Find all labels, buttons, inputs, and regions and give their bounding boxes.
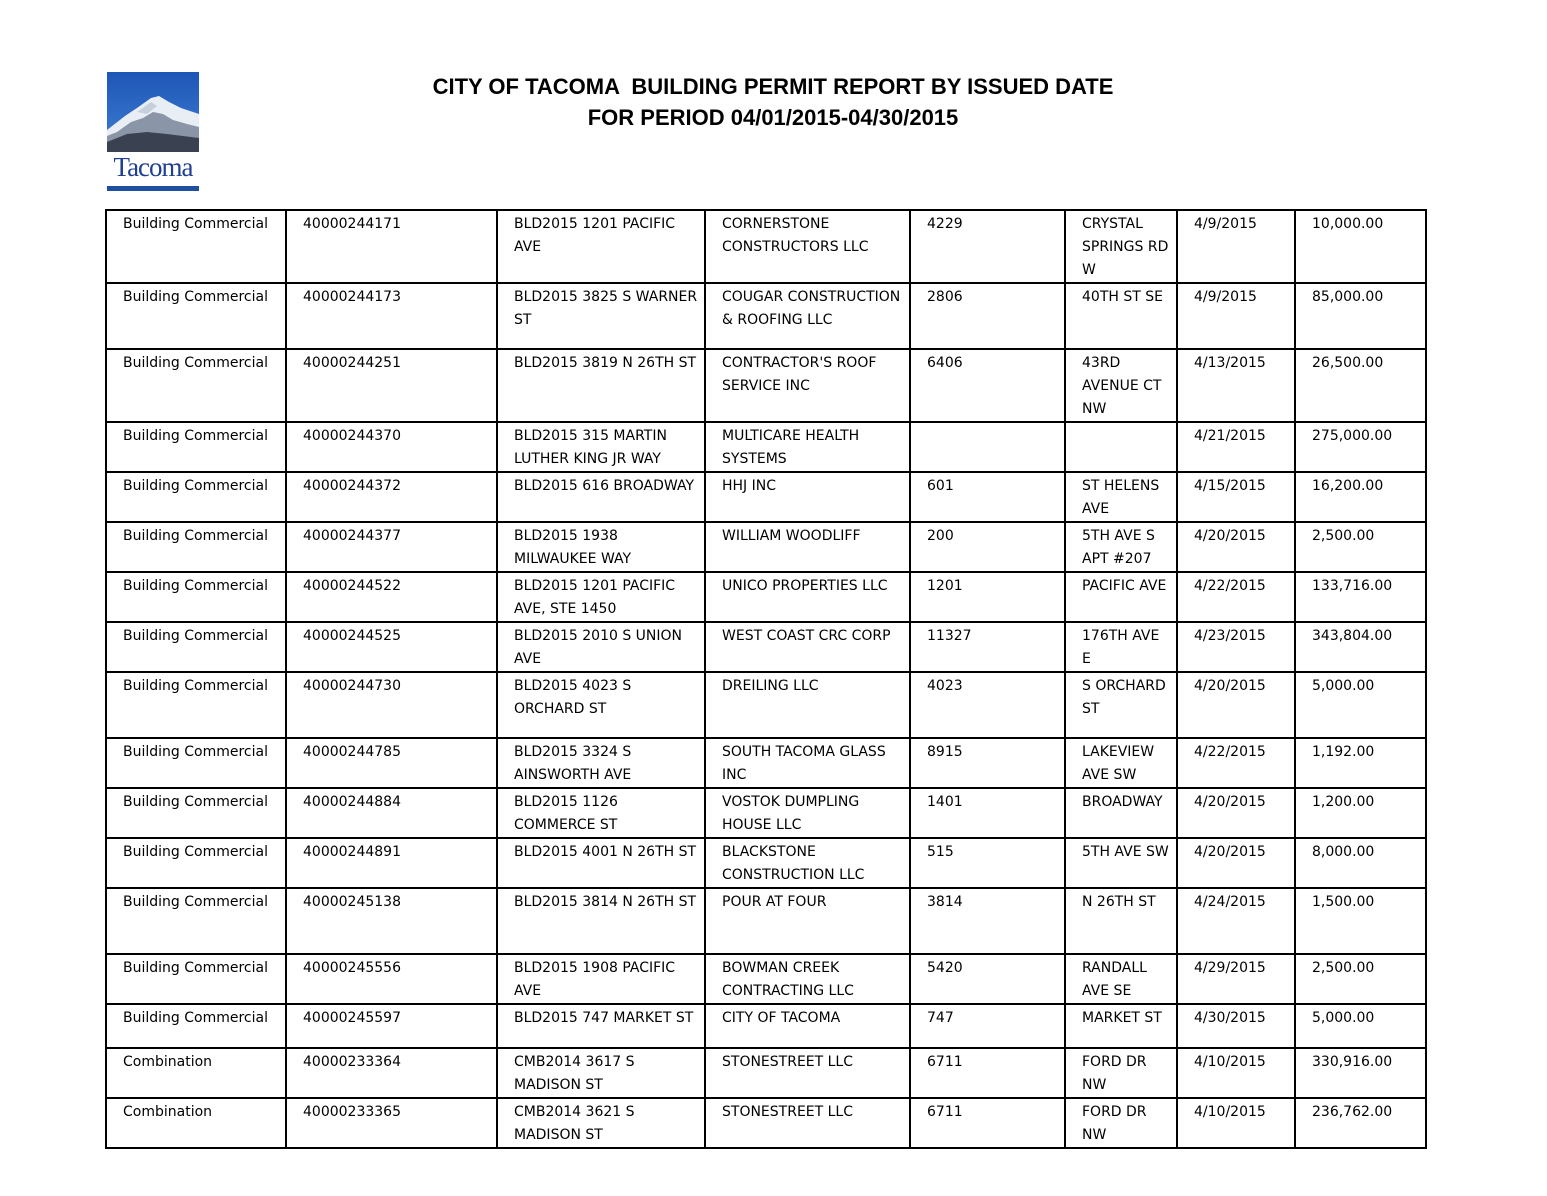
description-cell: CMB2014 3617 S MADISON ST [497,1048,705,1098]
mountain-icon [107,72,199,152]
contractor-cell: MULTICARE HEALTH SYSTEMS [705,422,910,472]
table-row [106,838,1426,888]
table-row [106,622,1426,672]
contractor-cell: STONESTREET LLC [705,1098,910,1148]
valuation-cell: 5,000.00 [1295,672,1426,738]
valuation-cell: 1,500.00 [1295,888,1426,954]
valuation-cell: 1,200.00 [1295,788,1426,838]
permit-number-cell: 40000244251 [286,349,497,422]
table-row [106,572,1426,622]
valuation-cell: 16,200.00 [1295,472,1426,522]
valuation-cell: 275,000.00 [1295,422,1426,472]
contractor-cell: WEST COAST CRC CORP [705,622,910,672]
street-cell: RANDALL AVE SE [1065,954,1177,1004]
permit-type-cell: Building Commercial [106,522,286,572]
contractor-cell: POUR AT FOUR [705,888,910,954]
description-cell: BLD2015 4001 N 26TH ST [497,838,705,888]
address-number-cell: 3814 [910,888,1065,954]
table-row [106,283,1426,349]
contractor-cell: CONTRACTOR'S ROOF SERVICE INC [705,349,910,422]
permit-type-cell: Building Commercial [106,283,286,349]
address-number-cell [910,422,1065,472]
table-row [106,888,1426,954]
permit-number-cell: 40000244370 [286,422,497,472]
permit-type-cell: Building Commercial [106,672,286,738]
permit-type-cell: Building Commercial [106,888,286,954]
permit-number-cell: 40000245138 [286,888,497,954]
address-number-cell: 6406 [910,349,1065,422]
table-row [106,522,1426,572]
permit-type-cell: Building Commercial [106,472,286,522]
address-number-cell: 2806 [910,283,1065,349]
issued-date-cell: 4/20/2015 [1177,788,1295,838]
valuation-cell: 5,000.00 [1295,1004,1426,1048]
address-number-cell: 1401 [910,788,1065,838]
permit-type-cell: Building Commercial [106,954,286,1004]
permit-type-cell: Building Commercial [106,622,286,672]
description-cell: BLD2015 315 MARTIN LUTHER KING JR WAY [497,422,705,472]
description-cell: BLD2015 3825 S WARNER ST [497,283,705,349]
street-cell: BROADWAY [1065,788,1177,838]
permit-number-cell: 40000244372 [286,472,497,522]
permit-type-cell: Building Commercial [106,349,286,422]
issued-date-cell: 4/30/2015 [1177,1004,1295,1048]
permit-number-cell: 40000244891 [286,838,497,888]
issued-date-cell: 4/10/2015 [1177,1048,1295,1098]
table-row [106,788,1426,838]
description-cell: BLD2015 4023 S ORCHARD ST [497,672,705,738]
street-cell [1065,422,1177,472]
permit-number-cell: 40000245556 [286,954,497,1004]
street-cell: 43RD AVENUE CT NW [1065,349,1177,422]
report-period: FOR PERIOD 04/01/2015-04/30/2015 [587,105,959,130]
issued-date-cell: 4/15/2015 [1177,472,1295,522]
address-number-cell: 6711 [910,1098,1065,1148]
street-cell: 40TH ST SE [1065,283,1177,349]
valuation-cell: 343,804.00 [1295,622,1426,672]
street-cell: N 26TH ST [1065,888,1177,954]
description-cell: BLD2015 3324 S AINSWORTH AVE [497,738,705,788]
address-number-cell: 5420 [910,954,1065,1004]
contractor-cell: COUGAR CONSTRUCTION & ROOFING LLC [705,283,910,349]
issued-date-cell: 4/22/2015 [1177,738,1295,788]
contractor-cell: HHJ INC [705,472,910,522]
description-cell: BLD2015 3814 N 26TH ST [497,888,705,954]
street-cell: FORD DR NW [1065,1048,1177,1098]
issued-date-cell: 4/10/2015 [1177,1098,1295,1148]
valuation-cell: 1,192.00 [1295,738,1426,788]
street-cell: MARKET ST [1065,1004,1177,1048]
valuation-cell: 8,000.00 [1295,838,1426,888]
table-row [106,472,1426,522]
street-cell: CRYSTAL SPRINGS RD W [1065,210,1177,283]
issued-date-cell: 4/9/2015 [1177,283,1295,349]
valuation-cell: 330,916.00 [1295,1048,1426,1098]
table-row [106,210,1426,283]
issued-date-cell: 4/22/2015 [1177,572,1295,622]
address-number-cell: 6711 [910,1048,1065,1098]
street-cell: 5TH AVE S APT #207 [1065,522,1177,572]
address-number-cell: 4023 [910,672,1065,738]
valuation-cell: 26,500.00 [1295,349,1426,422]
description-cell: BLD2015 3819 N 26TH ST [497,349,705,422]
contractor-cell: CITY OF TACOMA [705,1004,910,1048]
address-number-cell: 11327 [910,622,1065,672]
issued-date-cell: 4/20/2015 [1177,672,1295,738]
issued-date-cell: 4/23/2015 [1177,622,1295,672]
logo-wordmark: Tacoma [113,152,193,182]
permit-number-cell: 40000244173 [286,283,497,349]
report-title: CITY OF TACOMA BUILDING PERMIT REPORT BY ISSUED DATE [432,74,1114,99]
permit-number-cell: 40000233365 [286,1098,497,1148]
valuation-cell: 236,762.00 [1295,1098,1426,1148]
permit-number-cell: 40000244522 [286,572,497,622]
description-cell: BLD2015 616 BROADWAY [497,472,705,522]
permit-type-cell: Combination [106,1048,286,1098]
address-number-cell: 4229 [910,210,1065,283]
table-row [106,738,1426,788]
permit-type-cell: Building Commercial [106,572,286,622]
street-cell: ST HELENS AVE [1065,472,1177,522]
valuation-cell: 85,000.00 [1295,283,1426,349]
address-number-cell: 515 [910,838,1065,888]
street-cell: 5TH AVE SW [1065,838,1177,888]
permit-number-cell: 40000244171 [286,210,497,283]
permit-table-body [106,210,1426,1148]
permit-number-cell: 40000244730 [286,672,497,738]
issued-date-cell: 4/13/2015 [1177,349,1295,422]
permit-number-cell: 40000233364 [286,1048,497,1098]
address-number-cell: 601 [910,472,1065,522]
permit-number-cell: 40000245597 [286,1004,497,1048]
contractor-cell: BLACKSTONE CONSTRUCTION LLC [705,838,910,888]
valuation-cell: 10,000.00 [1295,210,1426,283]
contractor-cell: VOSTOK DUMPLING HOUSE LLC [705,788,910,838]
logo-rule [107,186,199,191]
issued-date-cell: 4/21/2015 [1177,422,1295,472]
valuation-cell: 2,500.00 [1295,522,1426,572]
description-cell: BLD2015 2010 S UNION AVE [497,622,705,672]
description-cell: BLD2015 1938 MILWAUKEE WAY [497,522,705,572]
permit-type-cell: Building Commercial [106,1004,286,1048]
table-row [106,1004,1426,1048]
description-cell: BLD2015 1201 PACIFIC AVE [497,210,705,283]
issued-date-cell: 4/20/2015 [1177,838,1295,888]
permit-type-cell: Building Commercial [106,210,286,283]
description-cell: BLD2015 1126 COMMERCE ST [497,788,705,838]
tacoma-logo [107,72,199,194]
issued-date-cell: 4/24/2015 [1177,888,1295,954]
street-cell: PACIFIC AVE [1065,572,1177,622]
valuation-cell: 133,716.00 [1295,572,1426,622]
address-number-cell: 1201 [910,572,1065,622]
street-cell: LAKEVIEW AVE SW [1065,738,1177,788]
description-cell: BLD2015 1201 PACIFIC AVE, STE 1450 [497,572,705,622]
description-cell: BLD2015 747 MARKET ST [497,1004,705,1048]
contractor-cell: DREILING LLC [705,672,910,738]
permit-type-cell: Building Commercial [106,422,286,472]
permit-type-cell: Building Commercial [106,738,286,788]
permit-number-cell: 40000244884 [286,788,497,838]
issued-date-cell: 4/9/2015 [1177,210,1295,283]
contractor-cell: CORNERSTONE CONSTRUCTORS LLC [705,210,910,283]
table-row [106,672,1426,738]
contractor-cell: BOWMAN CREEK CONTRACTING LLC [705,954,910,1004]
table-row [106,1048,1426,1098]
contractor-cell: SOUTH TACOMA GLASS INC [705,738,910,788]
issued-date-cell: 4/20/2015 [1177,522,1295,572]
permit-number-cell: 40000244377 [286,522,497,572]
table-row [106,1098,1426,1148]
permit-type-cell: Building Commercial [106,838,286,888]
address-number-cell: 8915 [910,738,1065,788]
street-cell: FORD DR NW [1065,1098,1177,1148]
street-cell: S ORCHARD ST [1065,672,1177,738]
address-number-cell: 200 [910,522,1065,572]
address-number-cell: 747 [910,1004,1065,1048]
permit-type-cell: Building Commercial [106,788,286,838]
contractor-cell: UNICO PROPERTIES LLC [705,572,910,622]
street-cell: 176TH AVE E [1065,622,1177,672]
description-cell: CMB2014 3621 S MADISON ST [497,1098,705,1148]
valuation-cell: 2,500.00 [1295,954,1426,1004]
description-cell: BLD2015 1908 PACIFIC AVE [497,954,705,1004]
permit-number-cell: 40000244785 [286,738,497,788]
issued-date-cell: 4/29/2015 [1177,954,1295,1004]
table-row [106,422,1426,472]
permit-type-cell: Combination [106,1098,286,1148]
table-row [106,954,1426,1004]
permit-table [105,209,1427,1149]
contractor-cell: WILLIAM WOODLIFF [705,522,910,572]
contractor-cell: STONESTREET LLC [705,1048,910,1098]
table-row [106,349,1426,422]
permit-number-cell: 40000244525 [286,622,497,672]
